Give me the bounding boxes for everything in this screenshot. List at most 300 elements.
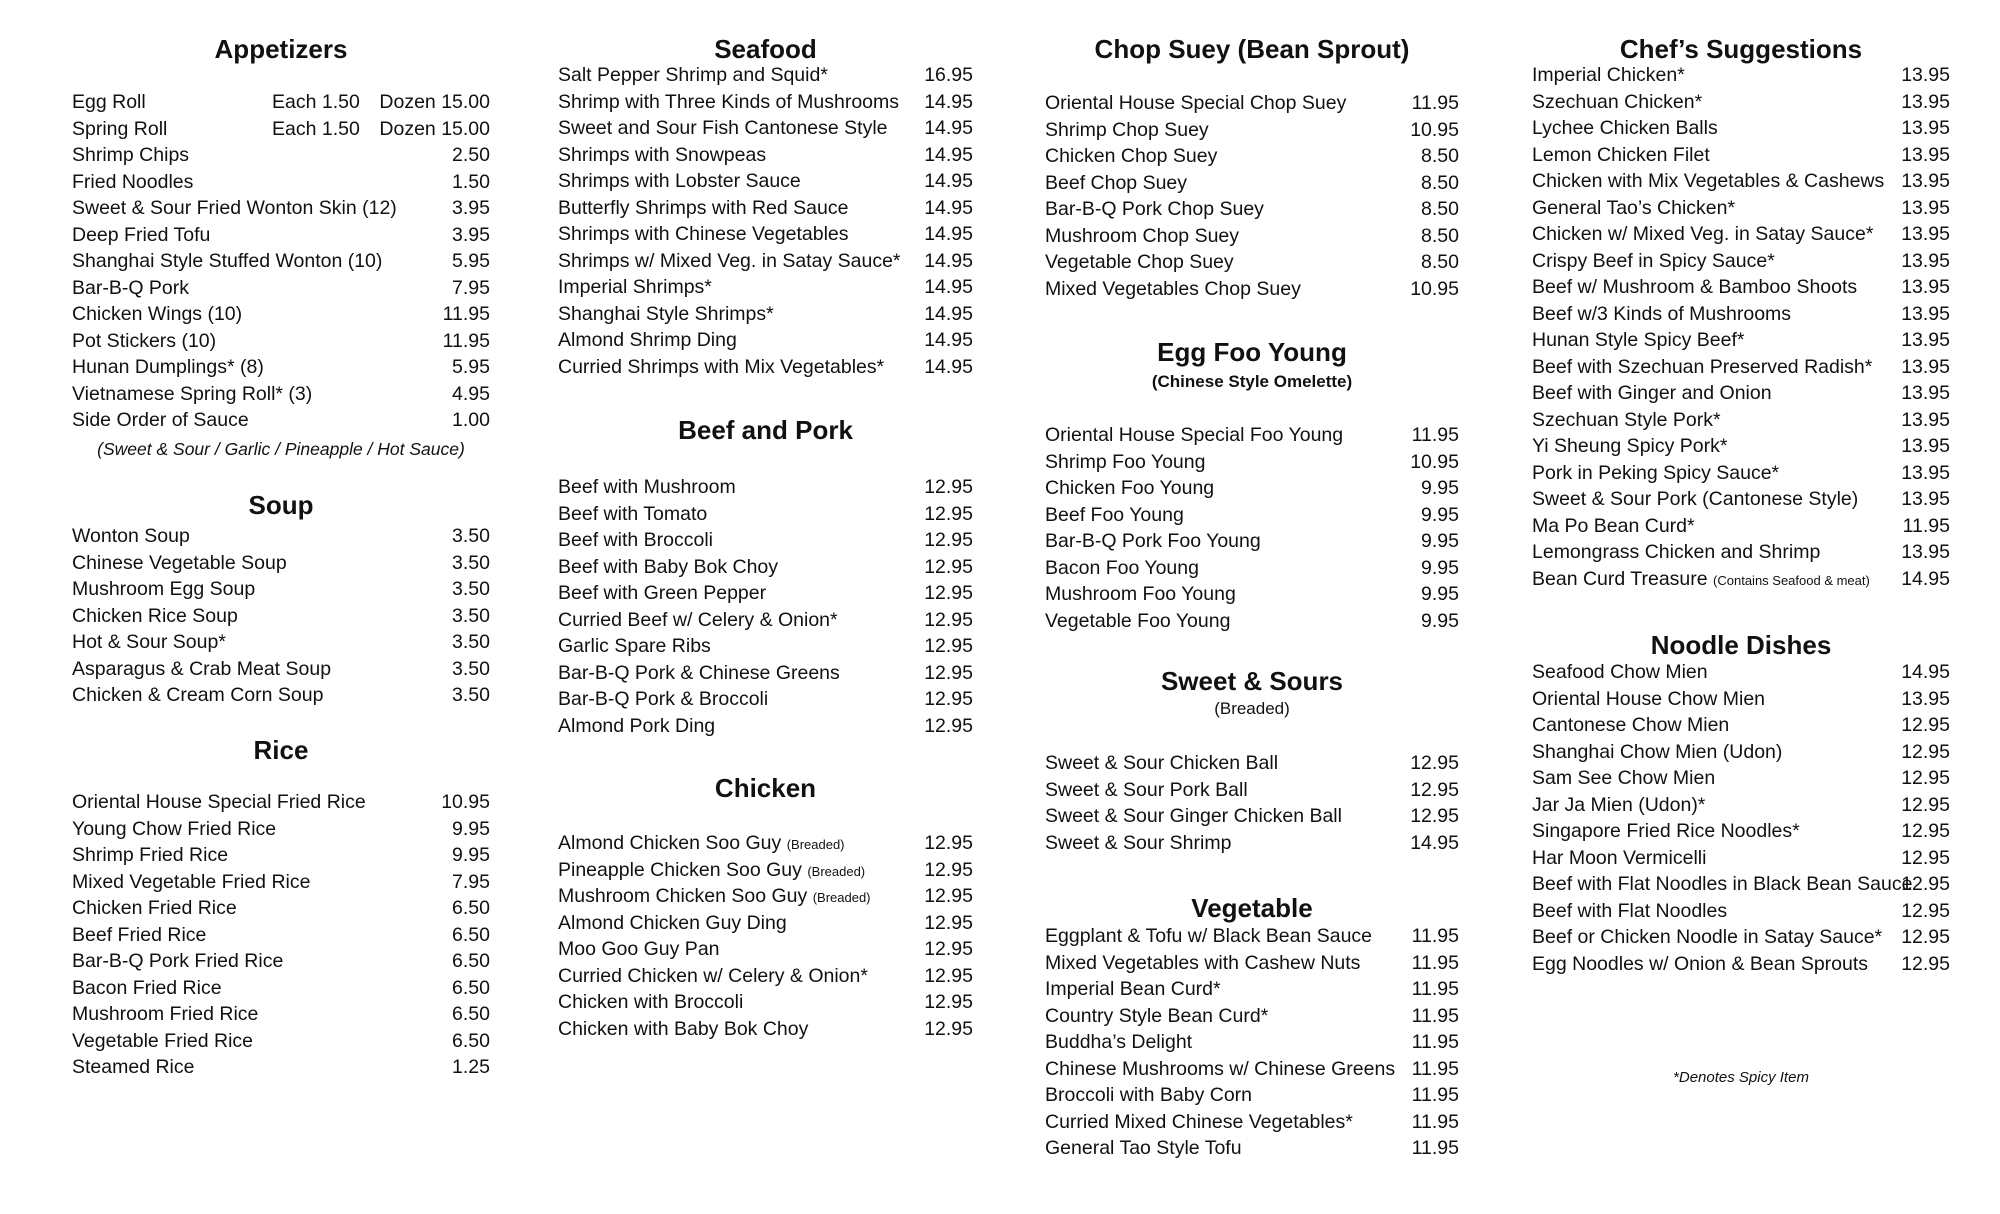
item-name: [1532, 686, 1765, 713]
item-name-text: Shrimp Chips: [72, 144, 190, 166]
item-price: 13.95: [1901, 90, 1950, 113]
item-name-text: Chinese Mushrooms w/ Chinese Greens: [1045, 1057, 1396, 1080]
item-price: 13.95: [1901, 488, 1950, 510]
item-name-text: Chicken & Cream Corn Soup: [72, 684, 324, 706]
item-name-text: Mushroom Chicken Soo Guy: [558, 885, 808, 907]
item-name: [1045, 1056, 1395, 1083]
item-price: 12.95: [1410, 778, 1459, 801]
item-name: [1045, 581, 1236, 608]
item-name-text: Sweet and Sour Fish Cantonese Style: [558, 117, 888, 139]
item-name-text: Chicken w/ Mixed Veg. in Satay Sauce*: [1532, 223, 1874, 245]
menu-item: [1532, 274, 1950, 301]
item-name: [72, 222, 210, 249]
menu-item: [72, 629, 490, 656]
item-price: 1.25: [452, 1056, 490, 1078]
item-name: [558, 527, 713, 554]
item-name: [72, 550, 287, 577]
item-price: 14.95: [924, 276, 973, 298]
item-name-text: Chicken Wings (10): [72, 303, 243, 325]
item-name-text: Young Chow Fried Rice: [72, 817, 277, 840]
item-name-text: Oriental House Special Chop Suey: [1045, 92, 1347, 114]
menu-item: [72, 169, 490, 196]
item-name-text: Sweet & Sour Pork Ball: [1045, 778, 1248, 801]
item-price: 14.95: [1410, 831, 1459, 854]
item-name-text: Side Order of Sauce: [72, 409, 249, 431]
menu-item: [558, 274, 973, 301]
section-title-appetizers: Appetizers: [214, 34, 348, 64]
section-title-noodle-dishes: Noodle Dishes: [1650, 630, 1832, 660]
item-name: [558, 554, 778, 581]
item-name-text: Szechuan Chicken*: [1532, 90, 1703, 113]
item-name: [558, 1016, 808, 1043]
item-name-text: Beef Fried Rice: [72, 923, 207, 946]
item-price: 7.95: [452, 276, 490, 299]
item-name: [1532, 486, 1858, 513]
beef-pork-list: [558, 474, 973, 739]
item-name: [1045, 223, 1239, 250]
item-price: 4.95: [452, 382, 490, 405]
item-name-text: Lemon Chicken Filet: [1532, 143, 1710, 166]
item-price: 11.95: [1411, 1031, 1459, 1053]
item-name-text: Oriental House Special Foo Young: [1045, 424, 1344, 446]
menu-item: [1532, 765, 1950, 792]
menu-item: [1532, 195, 1950, 222]
menu-item: [1532, 354, 1950, 381]
menu-item: [1532, 433, 1950, 460]
item-name: [72, 248, 382, 275]
item-name-text: Vegetable Foo Young: [1045, 609, 1231, 632]
item-name: [1532, 513, 1695, 540]
item-price: 11.95: [1411, 1004, 1459, 1027]
item-price: 12.95: [924, 661, 973, 684]
item-name-text: Jar Ja Mien (Udon)*: [1532, 793, 1706, 816]
item-price: 8.50: [1421, 251, 1459, 273]
section-title-chop-suey: Chop Suey (Bean Sprout): [1094, 34, 1410, 64]
item-note: (Breaded): [786, 837, 845, 852]
appetizers-priced-list: [72, 89, 490, 142]
item-name-text: Bar-B-Q Pork & Chinese Greens: [558, 661, 840, 684]
menu-item: [1045, 196, 1459, 223]
item-price: 8.50: [1421, 171, 1459, 194]
menu-item: [72, 842, 490, 869]
menu-item: [1532, 686, 1950, 713]
item-name: [558, 989, 743, 1016]
item-price: 12.95: [924, 502, 973, 525]
item-name-text: Beef with Broccoli: [558, 529, 713, 551]
item-name-text: Almond Chicken Guy Ding: [558, 911, 787, 934]
menu-item: [558, 713, 973, 740]
item-name: [558, 115, 888, 142]
item-price: 12.95: [1410, 805, 1459, 827]
menu-item: [72, 895, 490, 922]
item-price: 14.95: [924, 223, 973, 245]
item-name: [1532, 301, 1791, 328]
item-name-text: Seafood Chow Mien: [1532, 661, 1708, 683]
item-name-text: Salt Pepper Shrimp and Squid*: [558, 64, 828, 86]
item-price: 13.95: [1901, 64, 1950, 86]
item-price: 12.95: [924, 911, 973, 934]
item-name: [1532, 248, 1775, 275]
item-name-text: Mushroom Foo Young: [1045, 583, 1236, 605]
item-name-text: Chicken with Baby Bok Choy: [558, 1017, 809, 1040]
item-name-text: Butterfly Shrimps with Red Sauce: [558, 196, 849, 219]
item-price: 3.50: [452, 578, 490, 600]
menu-item: [72, 869, 490, 896]
chicken-list: [558, 830, 973, 1042]
item-price: 14.95: [924, 143, 973, 166]
menu-item: [1045, 976, 1459, 1003]
item-name-text: Asparagus & Crab Meat Soup: [72, 657, 332, 680]
item-name-text: Mushroom Chop Suey: [1045, 224, 1240, 247]
item-name-text: Bar-B-Q Pork Foo Young: [1045, 530, 1261, 552]
item-price-each: Each 1.50: [272, 117, 360, 140]
menu-item: [1045, 422, 1459, 449]
item-name: [1045, 143, 1217, 170]
item-name: [1045, 555, 1199, 582]
item-name: [72, 142, 189, 169]
menu-item: [1532, 327, 1950, 354]
item-price: 12.95: [924, 964, 973, 987]
item-name: [1532, 951, 1868, 978]
item-name-text: Chicken Foo Young: [1045, 477, 1215, 499]
item-price: 13.95: [1901, 541, 1950, 563]
menu-item: [1045, 1029, 1459, 1056]
item-name-text: Lychee Chicken Balls: [1532, 117, 1718, 139]
item-price: 3.50: [452, 684, 490, 706]
item-name-text: Shanghai Chow Mien (Udon): [1532, 740, 1783, 763]
item-name-text: Cantonese Chow Mien: [1532, 714, 1730, 736]
menu-item: [1045, 830, 1459, 857]
menu-item: [1045, 1003, 1459, 1030]
menu-item: [72, 656, 490, 683]
item-name-text: Beef Chop Suey: [1045, 171, 1188, 194]
menu-item: [558, 327, 973, 354]
item-name: [1045, 1029, 1192, 1056]
item-name: [1045, 1003, 1268, 1030]
item-price-dozen: Dozen 15.00: [379, 91, 490, 113]
item-name-text: Bar-B-Q Pork Fried Rice: [72, 950, 284, 972]
item-name: [1045, 1135, 1242, 1162]
item-price: 12.95: [924, 529, 973, 551]
menu-item: [1532, 62, 1950, 89]
menu-item: [1532, 898, 1950, 925]
item-name-text: Shrimp Chop Suey: [1045, 118, 1209, 141]
item-price: 12.95: [924, 635, 973, 657]
item-price: 14.95: [924, 90, 973, 113]
item-name-text: Chicken Rice Soup: [72, 604, 238, 627]
item-name: [72, 301, 242, 328]
item-note: (Breaded): [812, 890, 871, 905]
item-name: [72, 576, 255, 603]
menu-item: [72, 603, 490, 630]
item-name: [72, 922, 206, 949]
item-name: [558, 62, 828, 89]
item-price: 11.95: [1411, 1057, 1459, 1080]
appetizers-list: [72, 142, 490, 434]
menu-item: [1532, 792, 1950, 819]
menu-item: [1045, 143, 1459, 170]
item-price: 2.50: [452, 144, 490, 166]
item-name: [72, 842, 228, 869]
item-name-text: Almond Shrimp Ding: [558, 329, 737, 351]
item-price: 13.95: [1901, 687, 1950, 710]
item-name: [1045, 422, 1343, 449]
item-name-text: Mushroom Egg Soup: [72, 578, 256, 600]
item-price: 13.95: [1901, 382, 1950, 404]
item-name-text: Beef w/ Mushroom & Bamboo Shoots: [1532, 276, 1858, 298]
menu-item: [1045, 170, 1459, 197]
item-name: [558, 354, 884, 381]
menu-item: [558, 354, 973, 381]
menu-item: [1045, 449, 1459, 476]
menu-item: [558, 195, 973, 222]
item-name-text: Ma Po Bean Curd*: [1532, 514, 1695, 537]
item-name-text: Beef with Szechuan Preserved Radish*: [1532, 355, 1873, 378]
item-name: [1532, 659, 1708, 686]
item-price: 9.95: [452, 817, 490, 840]
item-name-text: Almond Pork Ding: [558, 714, 716, 737]
item-name-text: Beef with Baby Bok Choy: [558, 555, 779, 578]
menu-item: [1045, 581, 1459, 608]
item-price: 9.95: [1421, 503, 1459, 526]
item-name: [1532, 407, 1721, 434]
item-name: [1532, 115, 1718, 142]
item-name-text: Bacon Foo Young: [1045, 556, 1199, 579]
item-name: [1532, 818, 1800, 845]
item-name: [1045, 449, 1205, 476]
item-name-text: Sweet & Sour Chicken Ball: [1045, 752, 1279, 774]
menu-item: [72, 816, 490, 843]
item-price: 14.95: [924, 196, 973, 219]
item-name-text: Bar-B-Q Pork & Broccoli: [558, 688, 769, 710]
item-price: 12.95: [1901, 714, 1950, 736]
item-name: [1045, 976, 1221, 1003]
item-name: [1532, 460, 1779, 487]
section-title-egg-foo-young: Egg Foo Young: [1157, 337, 1347, 367]
item-name: Egg Roll: [72, 91, 146, 113]
item-name-text: Chinese Vegetable Soup: [72, 551, 287, 574]
menu-item: [72, 682, 490, 709]
soup-list: [72, 523, 490, 709]
item-name: [72, 407, 249, 434]
menu-item: [1045, 1056, 1459, 1083]
item-note: (Contains Seafood & meat): [1713, 572, 1870, 588]
item-name-text: Beef with Ginger and Onion: [1532, 382, 1772, 404]
item-name-text: Egg Noodles w/ Onion & Bean Sprouts: [1532, 952, 1869, 975]
item-name: [558, 686, 768, 713]
item-name: [72, 656, 331, 683]
item-name: [72, 354, 264, 381]
menu-item: [558, 580, 973, 607]
item-price: 12.95: [924, 1017, 973, 1040]
menu-item: [1045, 608, 1459, 635]
item-name: [1532, 380, 1772, 407]
menu-item: [1532, 924, 1950, 951]
menu-item: [558, 554, 973, 581]
spicy-item-legend: *Denotes Spicy Item: [1673, 1069, 1809, 1086]
menu-item: [558, 221, 973, 248]
item-name: [1045, 170, 1187, 197]
item-name-text: Shrimps w/ Mixed Veg. in Satay Sauce*: [558, 249, 901, 272]
item-price: 12.95: [1901, 926, 1950, 948]
item-name: [1532, 539, 1820, 566]
item-price: 3.50: [452, 551, 490, 574]
item-name: [1045, 1109, 1353, 1136]
item-price: 12.95: [924, 938, 973, 960]
item-name: [1045, 90, 1346, 117]
item-name: [1045, 249, 1234, 276]
menu-item: [72, 248, 490, 275]
item-price: 12.95: [1410, 752, 1459, 774]
item-name-text: Pot Stickers (10): [72, 329, 217, 352]
item-price: 12.95: [1901, 952, 1950, 975]
item-price: 13.95: [1901, 355, 1950, 378]
menu-item: [1532, 168, 1950, 195]
item-price: 3.95: [452, 223, 490, 246]
menu-item: [72, 1028, 490, 1055]
item-name: [558, 883, 871, 912]
item-name-text: Sweet & Sour Fried Wonton Skin (12): [72, 197, 397, 219]
item-name: [1532, 566, 1870, 595]
item-name-text: Sweet & Sour Pork (Cantonese Style): [1532, 488, 1859, 510]
item-name-text: Beef with Flat Noodles in Black Bean Sauce: [1532, 873, 1913, 895]
item-price: 9.95: [1421, 556, 1459, 579]
item-name: [558, 910, 787, 937]
item-name: [72, 1054, 194, 1081]
item-price: 14.95: [924, 170, 973, 192]
menu-item: [558, 168, 973, 195]
egg-foo-young-subtitle: (Chinese Style Omelette): [1151, 372, 1353, 391]
item-name: [1532, 327, 1744, 354]
item-price: 13.95: [1901, 196, 1950, 219]
item-name: [1532, 898, 1727, 925]
item-price: 11.95: [1411, 1110, 1459, 1133]
menu-item: [1532, 818, 1950, 845]
item-price: 1.00: [452, 409, 490, 431]
item-name-text: Beef or Chicken Noodle in Satay Sauce*: [1532, 926, 1883, 948]
item-name-text: Shrimps with Chinese Vegetables: [558, 223, 849, 245]
item-name: [1532, 871, 1912, 898]
item-name-text: Shrimp Fried Rice: [72, 844, 229, 866]
menu-item: [1045, 90, 1459, 117]
item-price: 12.95: [1901, 873, 1950, 895]
item-name-text: Steamed Rice: [72, 1056, 195, 1078]
menu-item: [1532, 407, 1950, 434]
item-name-text: Eggplant & Tofu w/ Black Bean Sauce: [1045, 925, 1373, 947]
menu-item: [1532, 951, 1950, 978]
menu-item: [558, 963, 973, 990]
item-name: [1532, 168, 1884, 195]
item-price: 12.95: [924, 582, 973, 604]
menu-item: [1045, 803, 1459, 830]
item-name: [72, 948, 283, 975]
item-price: 13.95: [1901, 329, 1950, 351]
item-name-text: Oriental House Special Fried Rice: [72, 791, 366, 813]
item-price: 13.95: [1901, 435, 1950, 457]
item-price: 13.95: [1901, 223, 1950, 245]
menu-item: [558, 501, 973, 528]
item-name-text: Crispy Beef in Spicy Sauce*: [1532, 249, 1775, 272]
item-price: 8.50: [1421, 224, 1459, 247]
item-name: [1045, 1082, 1252, 1109]
item-price: 12.95: [1901, 767, 1950, 789]
chefs-suggestions-list: [1532, 62, 1950, 592]
item-price: 11.95: [1411, 925, 1459, 947]
menu-item: [1045, 1082, 1459, 1109]
item-name-text: Mixed Vegetable Fried Rice: [72, 870, 311, 893]
item-price: 16.95: [924, 64, 973, 86]
item-price: 14.95: [1901, 567, 1950, 590]
item-name-text: Szechuan Style Pork*: [1532, 408, 1721, 431]
item-name-text: Hunan Dumplings* (8): [72, 356, 264, 378]
item-name: [558, 195, 848, 222]
section-title-chicken: Chicken: [714, 773, 817, 803]
item-price: 10.95: [1410, 277, 1459, 300]
item-name: [558, 168, 801, 195]
item-name: [72, 895, 237, 922]
item-price: 11.95: [442, 329, 490, 352]
sauce-options-note: (Sweet & Sour / Garlic / Pineapple / Hot Sauce): [97, 439, 465, 459]
item-price: 12.95: [1901, 820, 1950, 842]
item-name: [72, 975, 222, 1002]
item-name: [1532, 433, 1727, 460]
item-name-text: Sam See Chow Mien: [1532, 767, 1716, 789]
item-name-text: Pork in Peking Spicy Sauce*: [1532, 461, 1780, 484]
item-price: 12.95: [924, 832, 973, 854]
menu-item: [1045, 502, 1459, 529]
item-name: [72, 195, 397, 222]
menu-item: [72, 142, 490, 169]
menu-item: [1045, 117, 1459, 144]
item-name-text: Moo Goo Guy Pan: [558, 938, 720, 960]
sweet-sours-list: [1045, 750, 1459, 856]
item-name: [1532, 195, 1735, 222]
menu-item: [1532, 115, 1950, 142]
item-name: [558, 301, 774, 328]
menu-item: [72, 1001, 490, 1028]
section-title-beef-pork: Beef and Pork: [678, 415, 853, 445]
seafood-list: [558, 62, 973, 380]
menu-item: [1532, 142, 1950, 169]
menu-item: [558, 686, 973, 713]
item-name: [1532, 221, 1873, 248]
item-price: 12.95: [1901, 793, 1950, 816]
item-name-text: Imperial Chicken*: [1532, 64, 1685, 86]
item-name: [558, 221, 849, 248]
item-name: [72, 169, 193, 196]
item-name-text: Imperial Shrimps*: [558, 276, 712, 298]
menu-item: [1045, 777, 1459, 804]
item-price: 14.95: [924, 302, 973, 325]
menu-item: [1045, 750, 1459, 777]
item-name: [1532, 354, 1872, 381]
item-price: 14.95: [924, 355, 973, 378]
menu-item: [1045, 555, 1459, 582]
item-price: 13.95: [1901, 170, 1950, 192]
item-price: 12.95: [924, 991, 973, 1013]
item-name-text: Bar-B-Q Pork Chop Suey: [1045, 198, 1264, 220]
item-name-text: General Tao Style Tofu: [1045, 1137, 1242, 1159]
menu-item: [72, 354, 490, 381]
item-name: [558, 474, 736, 501]
menu-item: [72, 948, 490, 975]
menu-item: [72, 922, 490, 949]
menu-item: [1532, 739, 1950, 766]
menu-item: [1532, 712, 1950, 739]
item-name-text: Beef with Mushroom: [558, 476, 736, 498]
noodle-dishes-list: [1532, 659, 1950, 977]
item-name: [1045, 502, 1184, 529]
